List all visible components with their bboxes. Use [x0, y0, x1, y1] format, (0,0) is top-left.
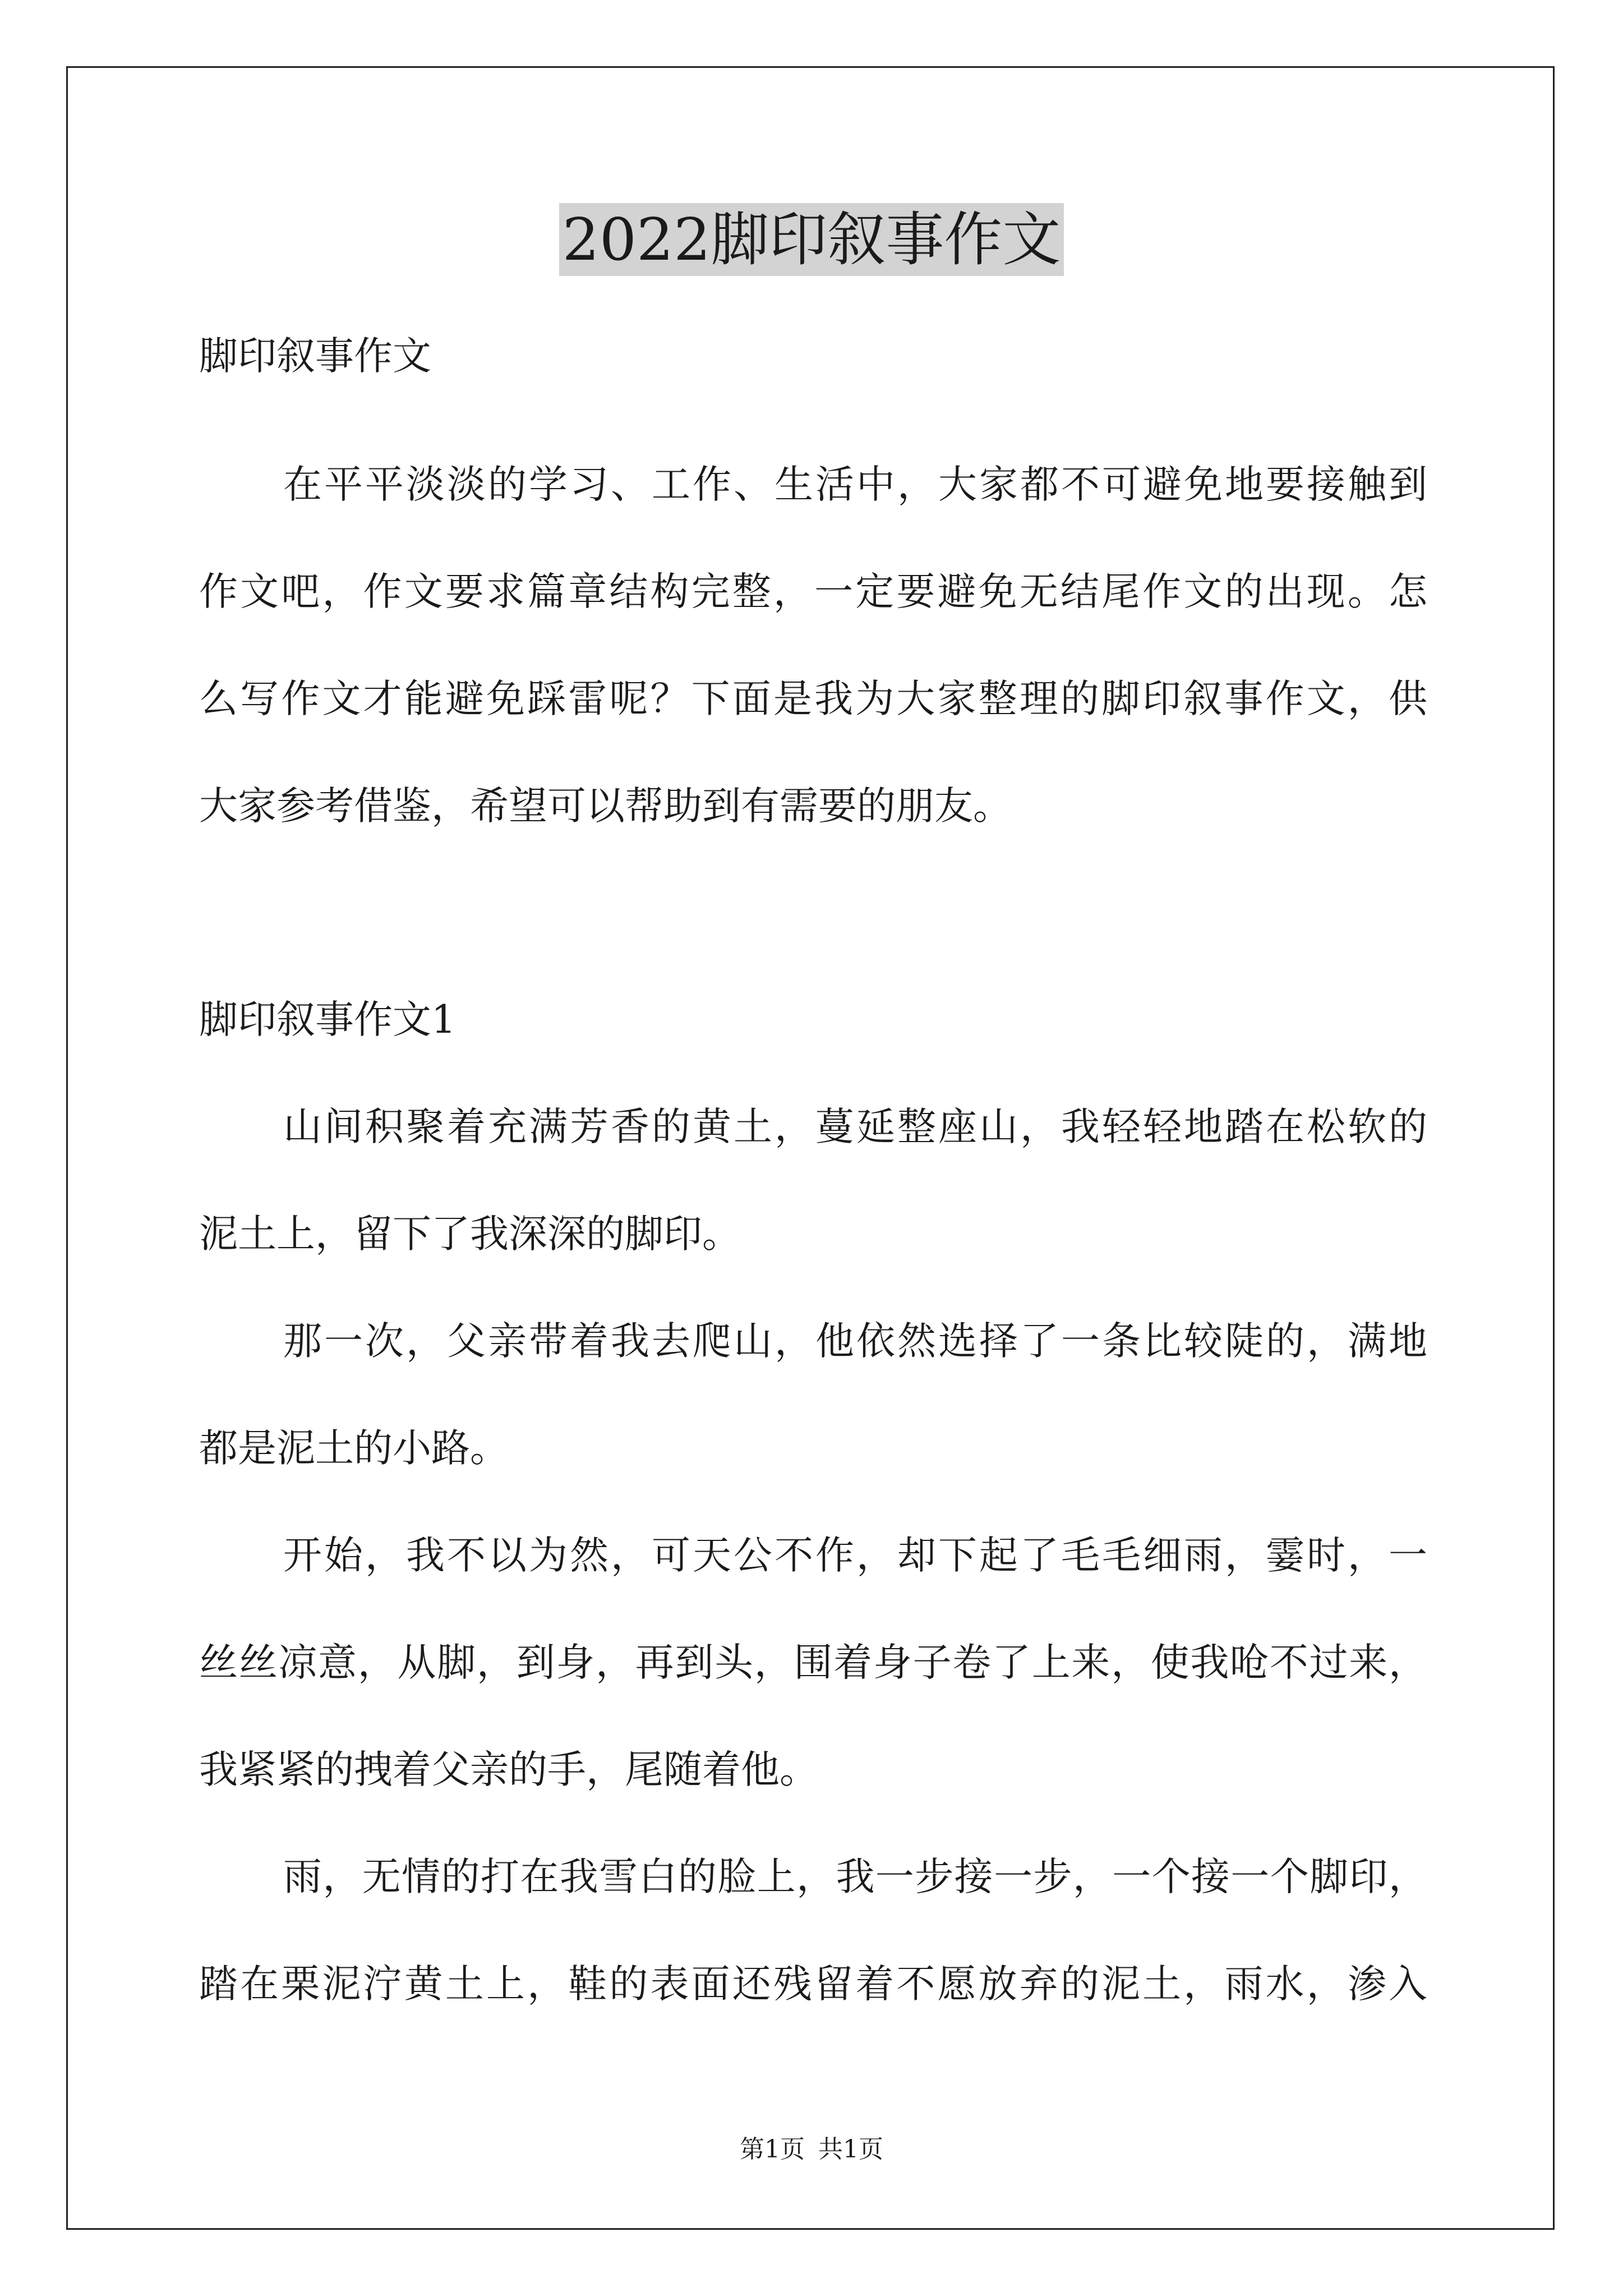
- paragraph-line: 那一次，父亲带着我去爬山，他依然选择了一条比较陡的，满地: [283, 1319, 1427, 1364]
- paragraph-line: 开始，我不以为然，可天公不作，却下起了毛毛细雨，霎时，一: [283, 1533, 1427, 1578]
- paragraph-line: 丝丝凉意，从脚，到身，再到头，围着身子卷了上来，使我呛不过来，: [199, 1640, 1427, 1685]
- paragraph-line: 泥土上，留下了我深深的脚印。: [199, 1212, 741, 1257]
- paragraph-line: 么写作文才能避免踩雷呢？下面是我为大家整理的脚印叙事作文，供: [199, 677, 1427, 721]
- section-heading: 脚印叙事作文1: [199, 997, 456, 1042]
- paragraph-line: 大家参考借鉴，希望可以帮助到有需要的朋友。: [199, 784, 1012, 829]
- paragraph-line: 山间积聚着充满芳香的黄土，蔓延整座山，我轻轻地踏在松软的: [283, 1105, 1427, 1149]
- document-title: [0, 200, 1623, 279]
- document-title-text: 2022脚印叙事作文: [559, 203, 1064, 276]
- page-footer: 第1页 共1页: [740, 2135, 883, 2164]
- section-heading: 脚印叙事作文: [199, 334, 431, 379]
- paragraph-line: 在平平淡淡的学习、工作、生活中，大家都不可避免地要接触到: [283, 462, 1427, 507]
- paragraph-line: 踏在栗泥泞黄土上，鞋的表面还残留着不愿放弃的泥土，雨水，渗入: [199, 1962, 1427, 2007]
- paragraph-line: 都是泥土的小路。: [199, 1426, 509, 1471]
- paragraph-line: 我紧紧的拽着父亲的手，尾随着他。: [199, 1747, 818, 1792]
- paragraph-line: 作文吧，作文要求篇章结构完整，一定要避免无结尾作文的出现。怎: [199, 569, 1427, 614]
- paragraph-line: 雨，无情的打在我雪白的脸上，我一步接一步，一个接一个脚印，: [283, 1855, 1427, 1899]
